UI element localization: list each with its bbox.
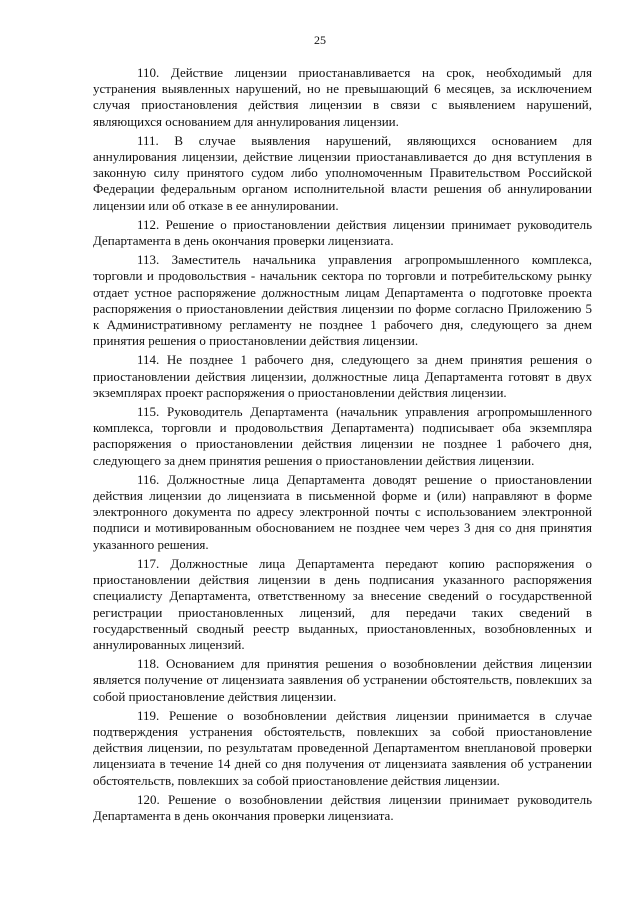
paragraph-113: 113. Заместитель начальника управления агропромышленного комплекса, торговли и продовольствия - начальник сектора по торговли и потребительскому рынку отдает устное распоряжение должностным лицам Департамента о подготовке проекта распоряжения о приостановлении действия лицензии по форме согласно Приложению 5 к Административному регламенту не позднее 1 рабочего дня, следующего за днем принятия решения о приостановлении действия лицензии.: [93, 252, 592, 349]
paragraph-112: 112. Решение о приостановлении действия лицензии принимает руководитель Департамента в день окончания проверки лицензиата.: [93, 216, 592, 249]
paragraph-117: 117. Должностные лица Департамента передают копию распоряжения о приостановлении действия лицензии в день подписания указанного распоряжения специалисту Департамента, ответственному за внесение сведений о государственной регистрации приостановленных лицензий, для передачи таких сведений в государственный сводный реестр выданных, приостановленных, возобновленных и аннулированных лицензий.: [93, 555, 592, 652]
page-number: 25: [314, 33, 326, 47]
paragraph-116: 116. Должностные лица Департамента доводят решение о приостановлении действия лицензии до лицензиата в письменной форме и (или) направляют в форме электронного документа по адресу электронной почты с использованием электронной подписи и мотивированным обоснованием не позднее чем через 3 дня со дня принятия указанного решения.: [93, 471, 592, 552]
paragraph-120: 120. Решение о возобновлении действия лицензии принимает руководитель Департамента в день окончания проверки лицензиата.: [93, 791, 592, 823]
paragraph-115: 115. Руководитель Департамента (начальник управления агропромышленного комплекса, торговли и продовольствия Департамента) подписывает оба экземпляра распоряжения о приостановлении действия лицензии не позднее 1 рабочего дня, следующего за днем принятия решения о приостановлении действия лицензии.: [93, 404, 592, 468]
paragraph-119: 119. Решение о возобновлении действия лицензии принимается в случае подтверждения устранения обстоятельств, повлекших за собой приостановление действия лицензии, по результатам проведенной Департаментом внеплановой проверки лицензиата в течение 14 дней со дня получения от лицензиата заявления об устранении обстоятельств, повлекших за собой приостановление действия лицензии.: [93, 707, 592, 788]
paragraph-111: 111. В случае выявления нарушений, являющихся основанием для аннулирования лицензии, действие лицензии приостанавливается до дня вступления в законную силу принятого судом либо уполномоченным Правительством Российской Федерации федеральным органом исполнительной власти решения об аннулировании лицензии или об отказе в ее аннулировании.: [93, 132, 592, 213]
paragraph-110: 110. Действие лицензии приостанавливается на срок, необходимый для устранения выявленных нарушений, но не превышающий 6 месяцев, за исключением случая приостановления действия лицензии в связи с выявлением нарушений, являющихся основанием для аннулирования лицензии.: [93, 65, 592, 129]
paragraph-114: 114. Не позднее 1 рабочего дня, следующего за днем принятия решения о приостановлении действия лицензии, должностные лица Департамента готовят в двух экземплярах проект распоряжения о приостановлении действия лицензии.: [93, 352, 592, 400]
paragraph-118: 118. Основанием для принятия решения о возобновлении действия лицензии является получение от лицензиата заявления об устранении обстоятельств, повлекших за собой приостановление действия лицензии.: [93, 656, 592, 704]
